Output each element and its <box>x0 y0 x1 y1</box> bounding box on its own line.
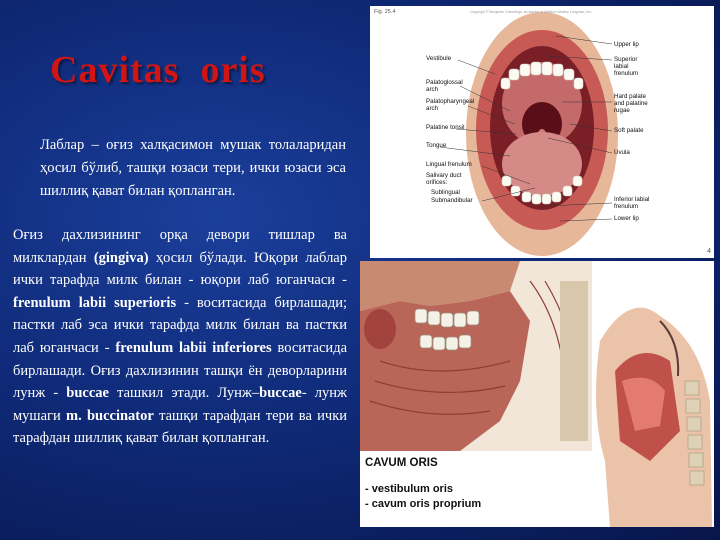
label-salivary-duct-orifices: Salivary duct orifices: <box>426 172 462 186</box>
paragraph-text-run: Оғиз дахлизининг орқа девори тишлар ва милклардан <box>13 227 347 266</box>
cavum-oris-title: CAVUM ORIS <box>365 457 438 469</box>
latin-term: buccae <box>66 385 109 402</box>
oral-cavity-figure <box>370 6 714 258</box>
label-vestibule: Vestibule <box>426 55 452 62</box>
paragraph-text-run: ташкил этади. Лунж– <box>108 385 260 402</box>
figure-corner-number: 4 <box>707 248 711 255</box>
slide-title: Cavitas oris <box>50 49 266 91</box>
label-sublingual: Sublingual <box>431 189 460 196</box>
label-palatine-tonsil: Palatine tonsil <box>426 124 465 131</box>
paragraph-text-run: - воситасида бирлашади; пастки лаб эса ички тарафда милк билан ва пастки лаб юганчаси - <box>13 294 347 356</box>
label-soft-palate: Soft palate <box>614 127 644 134</box>
figure-number: Fig. 25.4 <box>374 9 396 15</box>
label-superior-labial-frenulum: Superior labial frenulum <box>614 56 639 77</box>
cavum-item-vestibulum: - vestibulum oris <box>365 483 454 495</box>
label-inferior-labial-frenulum: Inferior labial frenulum <box>614 196 650 210</box>
label-tongue: Tongue <box>426 142 447 149</box>
paragraph-text-run: ҳосил бўлади. Юқори лаблар ички тарафда милк билан - юқори лаб юганчаси - <box>13 249 347 289</box>
latin-term: buccae <box>259 385 302 402</box>
paragraph-text-run: - лунж мушаги <box>13 385 348 424</box>
open-mouth-illustration <box>370 6 714 258</box>
label-lingual-frenulum: Lingual frenulum <box>426 161 472 168</box>
paragraph-text-run: ташқи тарафдан тери ва ички тарафдан шиллиқ қават билан қопланган. <box>13 407 348 447</box>
latin-term: frenulum labii superioris <box>13 294 177 311</box>
latin-term: m. buccinator <box>66 407 154 424</box>
label-palatoglossal-arch: Palatoglossal arch <box>426 79 463 93</box>
latin-term: frenulum labii inferiores <box>115 339 272 356</box>
label-uvula: Uvula <box>614 149 630 156</box>
cavum-oris-figure <box>360 261 714 527</box>
cavum-item-proprium: - cavum oris proprium <box>365 498 482 510</box>
label-hard-palate: Hard palate and palatine rugae <box>614 93 648 114</box>
lips-paragraph: Лаблар – оғиз халқасимон мушак толаларидан ҳосил бўлиб, ташқи юзаси тери, ички юзаси эса шиллиқ қават билан қопланган. <box>40 137 346 199</box>
label-submandibular: Submandibular <box>431 197 473 204</box>
label-upper-lip: Upper lip <box>614 41 639 48</box>
figure-copyright: Copyright © Benjamin Cummings, an imprint of Addison Wesley Longman, Inc. <box>470 10 592 14</box>
vestibule-paragraph <box>13 224 347 450</box>
latin-term: (gingiva) <box>93 249 149 266</box>
label-palatopharyngeal-arch: Palatopharyngeal arch <box>426 98 475 112</box>
label-lower-lip: Lower lip <box>614 215 639 222</box>
paragraph-text-run: воситасида бирлашади. Оғиз дахлизинин ташқи ён деворларини лунж - <box>13 339 348 402</box>
